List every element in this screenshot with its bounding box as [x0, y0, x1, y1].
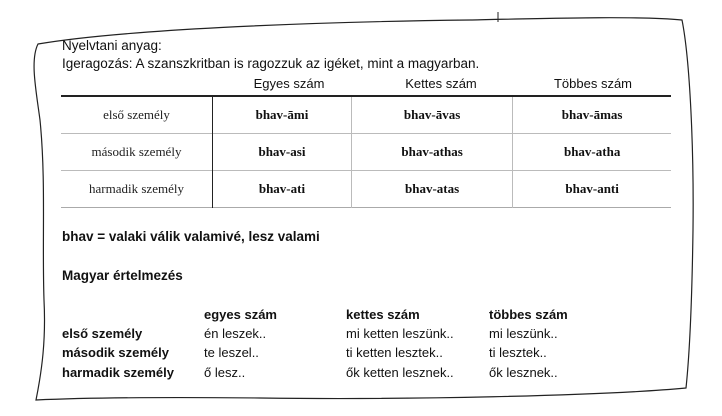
meaning-cell: mi leszünk.. — [489, 326, 558, 341]
meaning-row-label: második személy — [62, 345, 169, 360]
table-row — [61, 134, 671, 171]
meaning-heading: Magyar értelmezés — [62, 268, 183, 283]
table-row — [61, 171, 671, 208]
meaning-col-plural: többes szám — [489, 307, 568, 322]
meaning-row-label: harmadik személy — [62, 365, 175, 380]
row-label: második személy — [61, 134, 213, 171]
col-header-dual: Kettes szám — [405, 76, 477, 91]
meaning-col-singular: egyes szám — [204, 307, 277, 322]
table-cell: bhav-athas — [351, 134, 512, 171]
heading: Nyelvtani anyag: — [62, 38, 162, 53]
meaning-cell: ő lesz.. — [204, 365, 246, 380]
table-cell: bhav-āvas — [351, 96, 512, 134]
meaning-cell: ti lesztek.. — [489, 345, 547, 360]
intro-text: Igeragozás: A szanszkritban is ragozzuk az igéket, mint a magyarban. — [62, 56, 480, 71]
definition: bhav = valaki válik valamivé, lesz valami — [62, 229, 320, 244]
meaning-cell: mi ketten leszünk.. — [346, 326, 454, 341]
table-cell: bhav-atas — [351, 171, 512, 208]
table-cell: bhav-asi — [213, 134, 352, 171]
meaning-cell: te leszel.. — [204, 345, 259, 360]
table-cell: bhav-atha — [563, 144, 621, 159]
col-header-singular: Egyes szám — [253, 76, 325, 91]
meaning-cell: ők lesznek.. — [489, 365, 558, 380]
conjugation-table — [61, 95, 671, 208]
meaning-col-dual: kettes szám — [346, 307, 420, 322]
table-cell: bhav-āmas — [561, 107, 623, 122]
table-cell: bhav-ati — [213, 171, 352, 208]
col-header-plural: Többes szám — [553, 76, 633, 91]
table-cell: bhav-āmi — [213, 96, 352, 134]
meaning-cell: én leszek.. — [204, 326, 267, 341]
table-row — [61, 96, 671, 134]
table-cell: bhav-anti — [565, 181, 619, 196]
meaning-cell: ti ketten lesztek.. — [346, 345, 443, 360]
meaning-row-label: első személy — [62, 326, 143, 341]
row-label: első személy — [61, 96, 213, 134]
meaning-cell: ők ketten lesznek.. — [346, 365, 454, 380]
row-label: harmadik személy — [61, 171, 213, 208]
